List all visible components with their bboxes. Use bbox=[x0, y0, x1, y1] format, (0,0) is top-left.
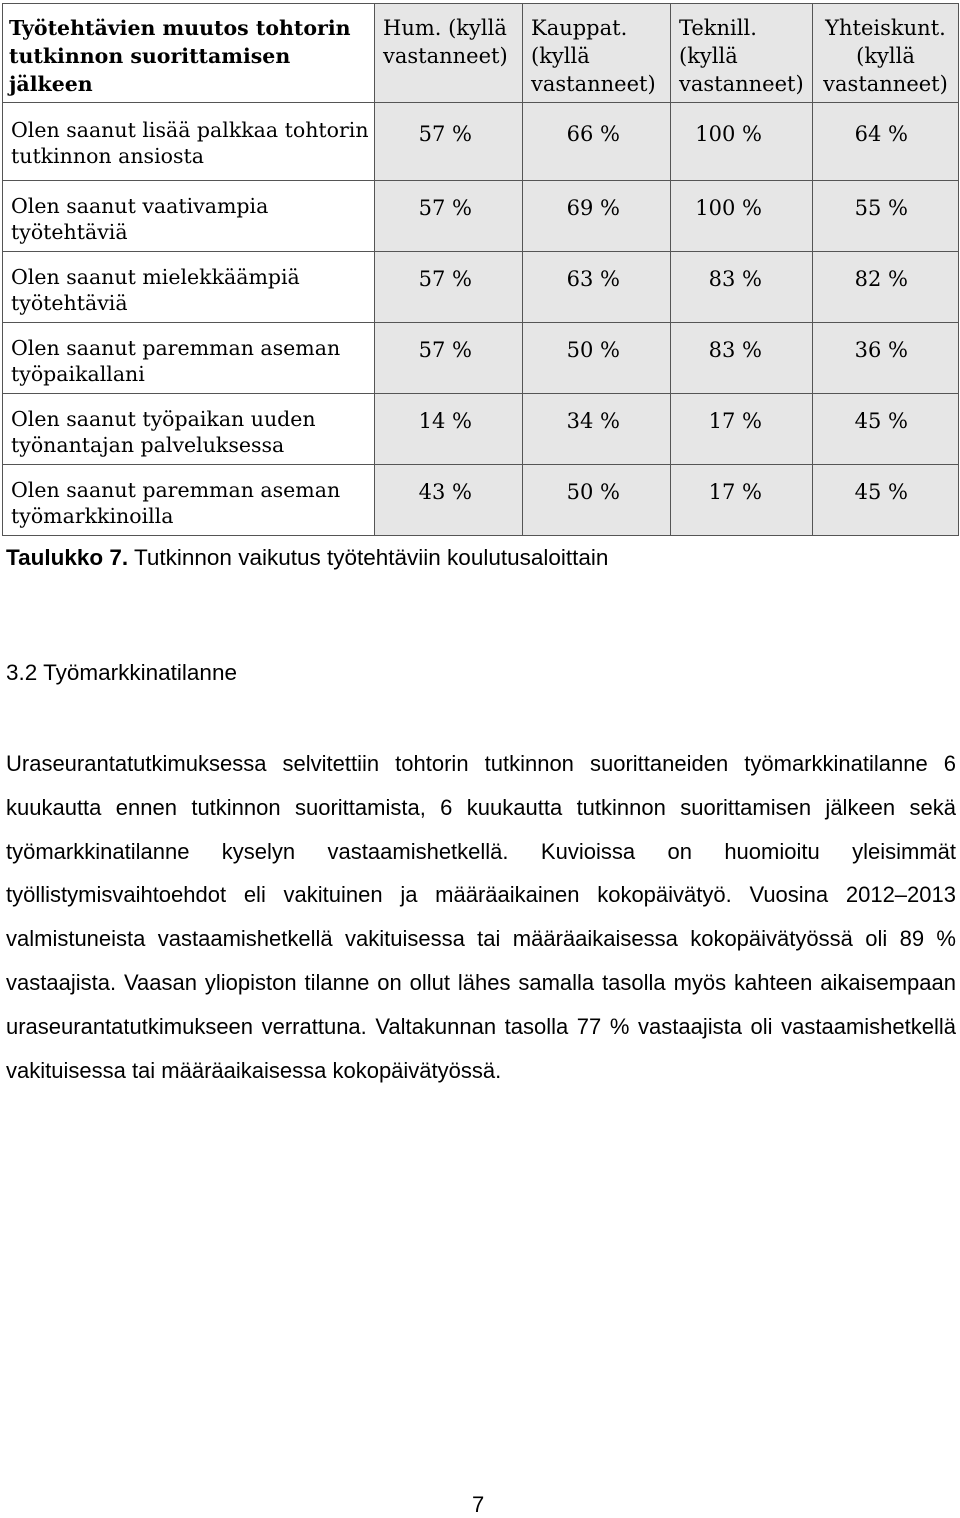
cell-value: 64 % bbox=[813, 103, 959, 181]
cell-value: 57 % bbox=[375, 181, 523, 252]
cell-value: 63 % bbox=[523, 252, 671, 323]
cell-value: 66 % bbox=[523, 103, 671, 181]
header-topic: Työtehtävien muutos tohtorin tutkinnon suorittamisen jälkeen bbox=[3, 4, 375, 103]
cell-value: 57 % bbox=[375, 323, 523, 394]
header-teknill: Teknill. (kyllä vastanneet) bbox=[671, 4, 813, 103]
cell-value: 45 % bbox=[813, 394, 959, 465]
cell-value: 14 % bbox=[375, 394, 523, 465]
table-row bbox=[3, 103, 959, 181]
cell-value: 50 % bbox=[523, 323, 671, 394]
table-row bbox=[3, 323, 959, 394]
cell-value: 36 % bbox=[813, 323, 959, 394]
table-row bbox=[3, 394, 959, 465]
section-heading: 3.2 Työmarkkinatilanne bbox=[6, 660, 237, 685]
header-hum: Hum. (kyllä vastanneet) bbox=[375, 4, 523, 103]
header-yhteiskunt: Yhteiskunt. (kyllä vastanneet) bbox=[813, 4, 959, 103]
cell-value: 55 % bbox=[813, 181, 959, 252]
row-label: Olen saanut vaativampia työtehtäviä bbox=[3, 181, 375, 252]
cell-value: 43 % bbox=[375, 465, 523, 536]
caption-text: Tutkinnon vaikutus työtehtäviin koulutusaloittain bbox=[128, 545, 609, 570]
table-header-row bbox=[3, 4, 959, 103]
table-row bbox=[3, 252, 959, 323]
cell-value: 57 % bbox=[375, 252, 523, 323]
cell-value: 83 % bbox=[671, 323, 813, 394]
cell-value: 45 % bbox=[813, 465, 959, 536]
cell-value: 82 % bbox=[813, 252, 959, 323]
page-number: 7 bbox=[472, 1492, 485, 1517]
results-table bbox=[2, 3, 959, 536]
cell-value: 50 % bbox=[523, 465, 671, 536]
cell-value: 17 % bbox=[671, 465, 813, 536]
row-label: Olen saanut paremman aseman työpaikallani bbox=[3, 323, 375, 394]
cell-value: 100 % bbox=[671, 103, 813, 181]
row-label: Olen saanut paremman aseman työmarkkinoilla bbox=[3, 465, 375, 536]
body-paragraph: Uraseurantatutkimuksessa selvitettiin tohtorin tutkinnon suorittaneiden työmarkkinatilanne 6 kuukautta ennen tutkinnon suorittamista, 6 kuukautta tutkinnon suorittamisen jälkeen sekä työmarkkinatilanne kyselyn vastaamishetkellä. Kuvioissa on huomioitu yleisimmät työllistymisvaihtoehdot eli vakituinen ja määräaikainen kokopäivätyö. Vuosina 2012–2013 valmistuneista vastaamishetkellä vakituisessa tai määräaikaisessa kokopäivätyössä oli 89 % vastaajista. Vaasan yliopiston tilanne on ollut lähes samalla tasolla myös kahteen aikaisempaan uraseurantatutkimukseen verrattuna. Valtakunnan tasolla 77 % vastaajista oli vastaamishetkellä vakituisessa tai määräaikaisessa kokopäivätyössä. bbox=[6, 751, 956, 1083]
cell-value: 69 % bbox=[523, 181, 671, 252]
row-label: Olen saanut mielekkäämpiä työtehtäviä bbox=[3, 252, 375, 323]
row-label: Olen saanut työpaikan uuden työnantajan palveluksessa bbox=[3, 394, 375, 465]
cell-value: 100 % bbox=[671, 181, 813, 252]
cell-value: 34 % bbox=[523, 394, 671, 465]
caption-label: Taulukko 7. bbox=[6, 545, 129, 570]
table-row bbox=[3, 465, 959, 536]
table-caption bbox=[6, 545, 608, 571]
cell-value: 17 % bbox=[671, 394, 813, 465]
cell-value: 57 % bbox=[375, 103, 523, 181]
cell-value: 83 % bbox=[671, 252, 813, 323]
table-row bbox=[3, 181, 959, 252]
header-kauppat: Kauppat. (kyllä vastanneet) bbox=[523, 4, 671, 103]
row-label: Olen saanut lisää palkkaa tohtorin tutkinnon ansiosta bbox=[3, 103, 375, 181]
